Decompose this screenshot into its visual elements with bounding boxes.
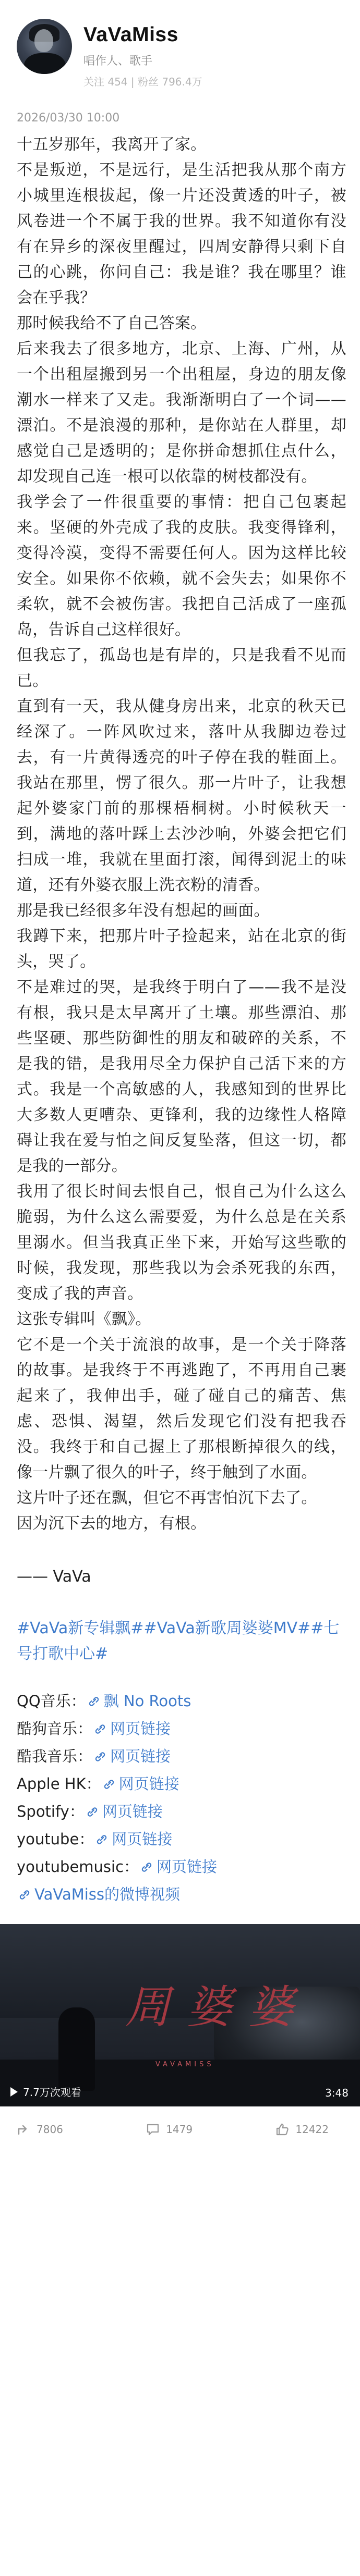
link-label: QQ音乐： — [17, 1692, 86, 1710]
link-text: 飘 No Roots — [103, 1692, 191, 1710]
post-paragraph: 我用了很长时间去恨自己，恨自己为什么这么脆弱，为什么这么需要爱，为什么总是在关系里溺水。但当我真正坐下来，开始写这些歌的时候，我发现，那些我以为会杀死我的东西，变成了我的声音。 — [17, 1182, 346, 1303]
link-text: VaVaMiss的微博视频 — [34, 1885, 181, 1903]
link-icon — [101, 1777, 117, 1792]
like-count: 12422 — [295, 2123, 329, 2136]
like-button[interactable] — [274, 2122, 329, 2137]
username[interactable]: VaVaMiss — [83, 23, 178, 46]
hashtag-center[interactable]: #七号打歌中心# — [17, 1619, 340, 1663]
web-link[interactable] — [92, 1715, 171, 1743]
hashtags — [17, 1616, 346, 1667]
web-link[interactable] — [139, 1853, 217, 1881]
comment-count: 1479 — [166, 2123, 193, 2136]
link-label: Apple HK： — [17, 1775, 101, 1793]
link-label: 酷狗音乐： — [17, 1720, 93, 1737]
post-paragraph: 但我忘了，孤岛也是有岸的，只是我看不见而已。 — [17, 646, 346, 690]
post-paragraph: 我蹲下来，把那片叶子捡起来，站在北京的街头，哭了。 — [17, 927, 346, 971]
link-text: 网页链接 — [110, 1747, 171, 1765]
post-paragraph: 不是叛逆，不是远行，是生活把我从那个南方小城里连根拔起，像一片还没黄透的叶子，被风卷进一个不属于我的世界。我不知道你有没有在异乡的深夜里醒过，四周安静得只剩下自己的心跳，你问自己：我是谁？我在哪里？谁会在乎我？ — [17, 161, 346, 307]
post-paragraph: 后来我去了很多地方，北京、上海、广州，从一个出租屋搬到另一个出租屋，身边的朋友像潮水一样来了又走。我渐渐明白了一个词——漂泊。不是浪漫的那种，是你站在人群里，却感觉自己是透明的；是你拼命想抓住点什么，却发现自己连一根可以依靠的树枝都没有。 — [17, 340, 346, 486]
web-link[interactable] — [94, 1826, 172, 1853]
link-row — [17, 1826, 346, 1853]
post-paragraph: 这片叶子还在飘，但它不再害怕沉下去了。 — [17, 1489, 317, 1507]
post-paragraph: 这张专辑叫《飘》。 — [17, 1310, 151, 1328]
post-paragraph: 十五岁那年，我离开了家。 — [17, 135, 207, 154]
link-icon — [86, 1694, 102, 1709]
link-row — [17, 1798, 346, 1826]
comment-icon — [145, 2122, 161, 2137]
link-row — [17, 1770, 346, 1798]
link-row — [17, 1853, 346, 1908]
hashtag-album[interactable]: #VaVa新专辑飘# — [17, 1619, 144, 1637]
link-row — [17, 1687, 346, 1715]
thumbs-up-icon — [274, 2122, 290, 2137]
web-link[interactable] — [101, 1770, 179, 1798]
link-row — [17, 1743, 346, 1770]
share-icon — [16, 2122, 31, 2137]
link-icon — [92, 1749, 108, 1765]
link-text: 网页链接 — [118, 1775, 179, 1793]
video-views-count: 7.7万次观看 — [23, 2086, 81, 2099]
post-date: 2026/03/30 10:00 — [17, 112, 120, 125]
web-link[interactable] — [17, 1881, 180, 1908]
person-silhouette — [58, 2007, 95, 2091]
link-icon — [139, 1859, 154, 1875]
profile-header — [0, 0, 360, 89]
streaming-links — [17, 1687, 346, 1908]
link-label: Spotify： — [17, 1803, 85, 1820]
post-paragraphs — [17, 132, 346, 1536]
web-link[interactable] — [92, 1743, 171, 1770]
hashtag-mv[interactable]: #VaVa新歌周婆婆MV# — [143, 1619, 311, 1637]
post-paragraph: 那是我已经很多年没有想起的画面。 — [17, 902, 270, 920]
post-paragraph: 不是难过的哭，是我终于明白了——我不是没有根，我只是太早离开了土壤。那些漂泊、那些坚硬、那些防御性的朋友和破碎的关系，不是我的错，是我用尽全力保护自己活下来的方式。我是一个高敏感的人，我感知到的世界比大多数人更嘈杂、更锋利，我的边缘性人格障碍让我在爱与怕之间反复坠落，但这一切，都是我的一部分。 — [17, 978, 346, 1175]
video-duration: 3:48 — [325, 2087, 349, 2099]
video-subtitle-art: VAVAMISS — [155, 2061, 214, 2068]
link-icon — [92, 1721, 108, 1737]
share-button[interactable] — [16, 2122, 63, 2137]
link-text: 网页链接 — [157, 1858, 218, 1876]
post-paragraph: 因为沉下去的地方，有根。 — [17, 1514, 207, 1533]
play-icon[interactable] — [10, 2087, 18, 2097]
follow-stats: 关注 454 | 粉丝 796.4万 — [83, 76, 202, 88]
user-roles: 唱作人、歌手 — [83, 55, 153, 68]
link-text: 网页链接 — [102, 1803, 163, 1820]
action-bar — [0, 2109, 360, 2150]
post-paragraph: 直到有一天，我从健身房出来，北京的秋天已经深了。一阵风吹过来，落叶从我脚边卷过去，有一片黄得透亮的叶子停在我的鞋面上。我站在那里，愣了很久。那一片叶子，让我想起外婆家门前的那棵梧桐树。小时候秋天一到，满地的落叶踩上去沙沙响，外婆会把它们扫成一堆，我就在里面打滚，闻得到泥土的味道，还有外婆衣服上洗衣粉的清香。 — [17, 697, 346, 894]
post-paragraph: 我学会了一件很重要的事情：把自己包裹起来。坚硬的外壳成了我的皮肤。我变得锋利，变得冷漠，变得不需要任何人。因为这样比较安全。如果你不依赖，就不会失去；如果你不柔软，就不会被伤害。我把自己活成了一座孤岛，告诉自己这样很好。 — [17, 493, 346, 639]
video-title-art: 周婆婆 — [125, 1981, 310, 2033]
profile-info — [83, 19, 202, 89]
post-paragraph: 它不是一个关于流浪的故事，是一个关于降落的故事。是我终于不再逃跑了，不再用自己裹起来了，我伸出手，碰了碰自己的痛苦、焦虑、恐惧、渴望，然后发现它们没有把我吞没。我终于和自己握上了那根断掉很久的线，像一片飘了很久的叶子，终于触到了水面。 — [17, 1336, 346, 1482]
avatar[interactable] — [17, 19, 72, 74]
link-icon — [85, 1804, 100, 1820]
link-label: youtube： — [17, 1830, 94, 1848]
link-text: 网页链接 — [112, 1830, 173, 1848]
link-icon — [17, 1887, 32, 1903]
web-link[interactable] — [85, 1798, 163, 1826]
comment-button[interactable] — [145, 2122, 193, 2137]
share-count: 7806 — [37, 2123, 63, 2136]
link-label: youtubemusic： — [17, 1858, 139, 1876]
link-label: 酷我音乐： — [17, 1747, 93, 1765]
post-content — [0, 132, 360, 1908]
video-views — [10, 2084, 81, 2099]
post-signature: —— VaVa — [17, 1568, 91, 1586]
post-paragraph: 那时候我给不了自己答案。 — [17, 314, 207, 332]
link-text: 网页链接 — [110, 1720, 171, 1737]
link-icon — [94, 1832, 110, 1847]
web-link[interactable] — [86, 1687, 191, 1715]
video-player[interactable] — [0, 1924, 360, 2106]
link-row — [17, 1715, 346, 1743]
